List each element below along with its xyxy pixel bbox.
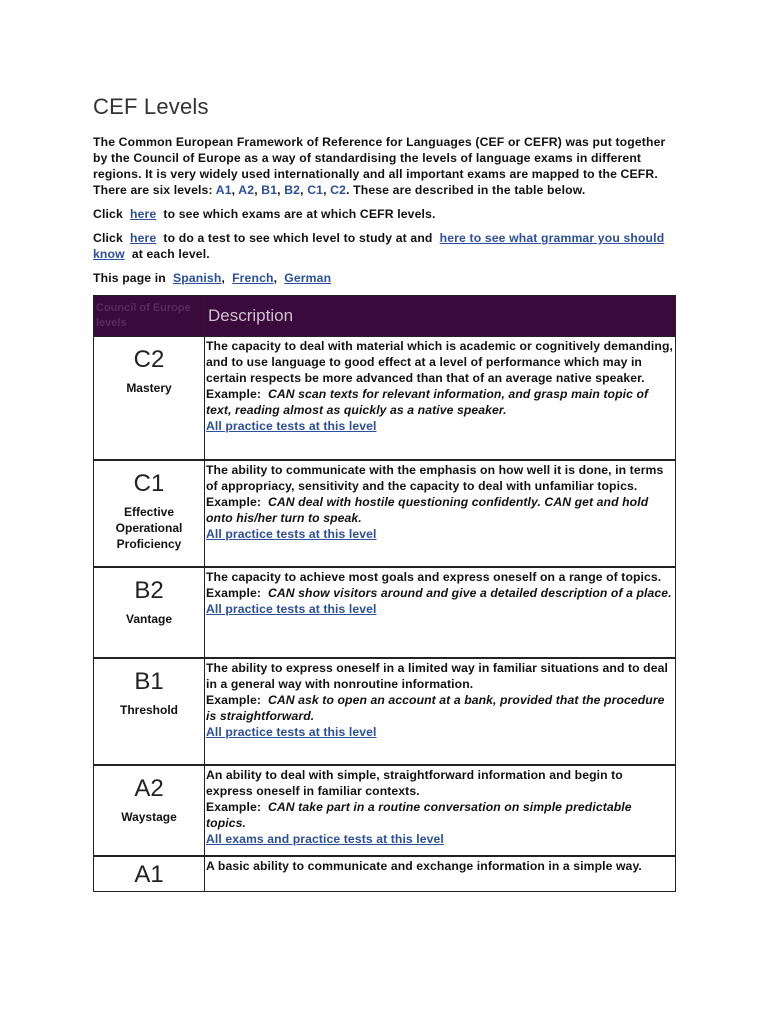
level-description: A basic ability to communicate and exchange information in a simple way.: [206, 858, 642, 873]
level-cell: [94, 765, 205, 856]
description-cell: [205, 765, 676, 856]
example-label: Example:: [206, 585, 261, 600]
table-row: [94, 337, 676, 460]
levels-line: There are six levels: A1, A2, B1, B2, C1, C2. These are described in the table below.: [93, 183, 586, 197]
level-description: The ability to communicate with the emphasis on how well it is done, in terms of appropriacy, sensitivity and the capacity to deal with unfamiliar topics.: [206, 462, 664, 493]
table-row: [94, 658, 676, 765]
level-code: A2: [134, 774, 164, 802]
level-code: C2: [133, 346, 165, 373]
test-line-text: to do a test to see which level to study at and: [163, 231, 433, 245]
level-name: Effective Operational Proficiency: [115, 504, 183, 551]
description-cell: [205, 856, 676, 892]
test-line: [93, 230, 676, 262]
level-name: Waystage: [121, 809, 177, 824]
practice-tests-link[interactable]: All practice tests at this level: [206, 526, 377, 541]
level-description: The capacity to deal with material which is academic or cognitively demanding, and to use language to good effect at a level of performance which may in certain respects be more advanced than that of an average native speaker.: [206, 339, 673, 385]
click-label: Click: [93, 231, 123, 245]
level-description: An ability to deal with simple, straightforward information and begin to express oneself in familiar contexts.: [206, 767, 623, 798]
intro-section: [93, 134, 676, 286]
table-row: [94, 856, 676, 892]
level-cell: [94, 856, 205, 892]
grammar-link[interactable]: here to see what grammar you should know: [93, 231, 665, 261]
level-link-b1[interactable]: B1: [261, 183, 278, 197]
level-link-b2[interactable]: B2: [284, 183, 301, 197]
level-code: A1: [134, 860, 164, 888]
example-text: CAN take part in a routine conversation on simple predictable topics.: [206, 799, 632, 830]
level-cell: [94, 460, 205, 567]
level-cell: [94, 658, 205, 765]
page-title: CEF Levels: [93, 94, 209, 119]
level-code: C1: [133, 469, 165, 497]
table-row: [94, 567, 676, 658]
description-cell: [205, 337, 676, 460]
example-text: CAN deal with hostile questioning confidently. CAN get and hold onto his/her turn to speak.: [206, 494, 649, 525]
level-link-a2[interactable]: A2: [238, 183, 255, 197]
level-name: Mastery: [126, 381, 172, 395]
language-line: This page in Spanish, French, German: [93, 271, 332, 285]
table-header-row: [94, 296, 676, 337]
level-code: B1: [134, 667, 164, 695]
example-text: CAN show visitors around and give a detailed description of a place.: [267, 585, 672, 600]
header-levels: Council of Europe levels: [94, 296, 205, 337]
description-cell: [205, 567, 676, 658]
example-label: Example:: [206, 494, 261, 509]
exams-here-link[interactable]: here: [129, 207, 157, 221]
test-line-end: at each level.: [131, 247, 210, 261]
level-link-c1[interactable]: C1: [307, 183, 324, 197]
level-name: Threshold: [119, 702, 178, 717]
page-content: [93, 94, 676, 892]
level-description: The ability to express oneself in a limited way in familiar situations and to deal in a general way with nonroutine information.: [206, 660, 668, 691]
level-description: The capacity to achieve most goals and express oneself on a range of topics.: [206, 569, 662, 584]
levels-suffix: . These are described in the table below.: [346, 183, 586, 197]
level-link-c2[interactable]: C2: [330, 183, 347, 197]
language-link-french[interactable]: French: [232, 271, 274, 285]
example-text: CAN ask to open an account at a bank, provided that the procedure is straightforward.: [206, 692, 665, 723]
level-cell: [94, 337, 205, 460]
level-name: Vantage: [125, 611, 173, 626]
table-row: [94, 460, 676, 567]
level-code: B2: [134, 576, 164, 604]
exams-line-text: to see which exams are at which CEFR levels.: [163, 207, 436, 221]
language-link-spanish[interactable]: Spanish: [172, 271, 222, 285]
practice-tests-link[interactable]: All practice tests at this level: [206, 601, 377, 616]
description-cell: [205, 460, 676, 567]
exams-line: [93, 206, 676, 222]
page-in-label: This page in: [93, 271, 166, 285]
table-row: [94, 765, 676, 856]
example-text: CAN scan texts for relevant information, and grasp main topic of text, reading almost as quickly as a native speaker.: [206, 387, 649, 417]
click-label: Click: [93, 207, 123, 221]
practice-tests-link[interactable]: All practice tests at this level: [206, 724, 377, 739]
intro-paragraph: The Common European Framework of Reference for Languages (CEF or CEFR) was put together by the Council of Europe as a way of standardising the levels of language exams in different regions. It is very widely used internationally and all important exams are mapped to the CEFR.: [93, 135, 666, 181]
example-label: Example:: [206, 387, 261, 401]
header-description: Description: [205, 296, 676, 337]
levels-table: [93, 295, 676, 892]
description-cell: [205, 658, 676, 765]
levels-prefix: There are six levels:: [93, 183, 213, 197]
example-label: Example:: [206, 692, 261, 707]
practice-tests-link[interactable]: All practice tests at this level: [206, 419, 377, 433]
level-link-a1[interactable]: A1: [215, 183, 232, 197]
example-label: Example:: [206, 799, 261, 814]
level-cell: [94, 567, 205, 658]
language-link-german[interactable]: German: [284, 271, 332, 285]
test-here-link[interactable]: here: [129, 231, 157, 245]
practice-tests-link[interactable]: All exams and practice tests at this level: [206, 831, 444, 846]
